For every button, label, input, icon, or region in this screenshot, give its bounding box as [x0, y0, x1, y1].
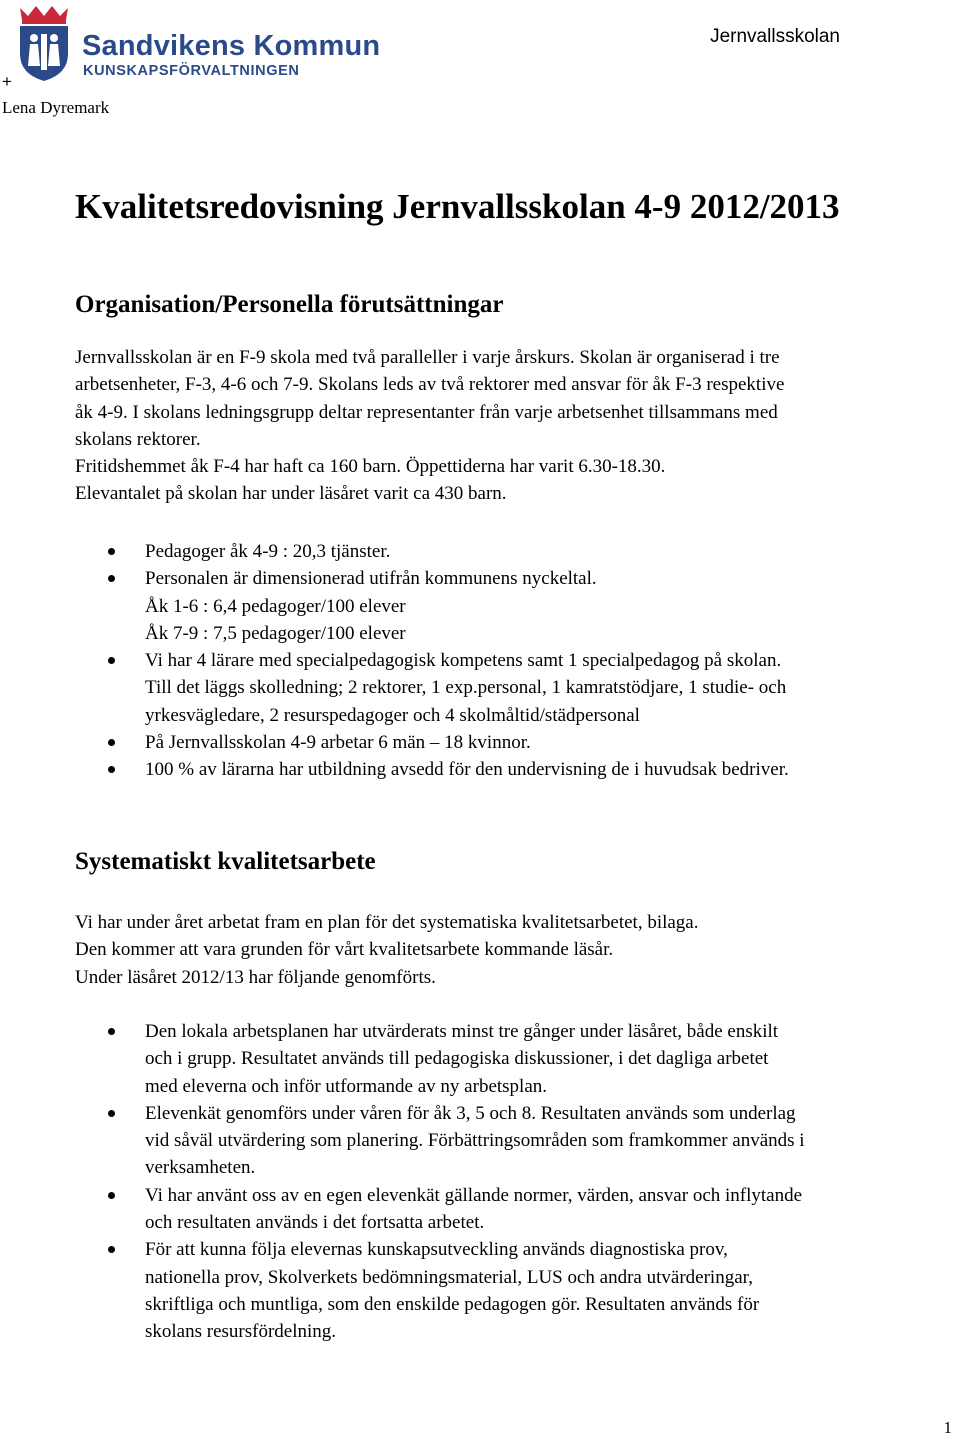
list-item-line: Den lokala arbetsplanen har utvärderats minst tre gånger under läsåret, både enskilt — [145, 1021, 779, 1042]
page-number: 1 — [943, 1418, 952, 1437]
paragraph-line: Jernvallsskolan är en F-9 skola med två paralleller i varje årskurs. Skolan är organiserad i tre — [75, 347, 780, 368]
paragraph-line: Under läsåret 2012/13 har följande genomförts. — [75, 966, 436, 988]
municipality-logo — [14, 4, 381, 84]
paragraph-line: Den kommer att vara grunden för vårt kvalitetsarbete kommande läsår. — [75, 939, 614, 961]
bullet-icon — [108, 1028, 115, 1035]
list-item — [75, 729, 895, 756]
list-item-line: yrkesvägledare, 2 resurspedagoger och 4 skolmåltid/städpersonal — [145, 704, 640, 726]
paragraph-line: Elevantalet på skolan har under läsåret varit ca 430 barn. — [75, 483, 507, 505]
list-item-line: Till det läggs skolledning; 2 rektorer, 1 exp.personal, 1 kamratstödjare, 1 studie- och — [145, 677, 787, 699]
bullet-icon — [108, 739, 115, 746]
paragraph-line: skolans rektorer. — [75, 428, 201, 450]
school-name: Jernvallsskolan — [710, 26, 840, 47]
bullet-icon — [108, 548, 115, 555]
bullet-icon — [108, 657, 115, 664]
author-name: Lena Dyremark — [2, 98, 110, 117]
list-item — [75, 1182, 895, 1237]
bullet-icon — [108, 1110, 115, 1117]
list-item — [75, 647, 895, 729]
list-item — [75, 1018, 895, 1100]
bullet-icon — [108, 766, 115, 773]
paragraph-line: Vi har under året arbetat fram en plan för det systematiska kvalitetsarbetet, bilaga. — [75, 912, 699, 933]
list-item-line: 100 % av lärarna har utbildning avsedd för den undervisning de i huvudsak bedriver. — [145, 759, 789, 781]
list-item-line: skriftliga och muntliga, som den enskilde pedagogen gör. Resultaten används för — [145, 1293, 760, 1315]
list-item-line: Vi har använt oss av en egen elevenkät gällande normer, värden, ansvar och inflytande — [145, 1184, 803, 1206]
list-item-line: Vi har 4 lärare med specialpedagogisk kompetens samt 1 specialpedagog på skolan. — [145, 650, 782, 672]
list-item-line: skolans resursfördelning. — [145, 1321, 337, 1343]
list-item-line: För att kunna följa elevernas kunskapsutveckling används diagnostiska prov, — [145, 1239, 728, 1261]
bullet-icon — [108, 1192, 115, 1199]
list-item-line: och i grupp. Resultatet används till pedagogiska diskussioner, i det dagliga arbetet — [145, 1048, 769, 1070]
list-item-line: och resultaten används i det fortsatta arbetet. — [145, 1212, 485, 1234]
logo-subtitle: KUNSKAPSFÖRVALTNINGEN — [83, 63, 300, 79]
list-item-line: med eleverna och inför utformande av ny arbetsplan. — [145, 1075, 548, 1097]
quality-work-paragraph — [75, 909, 955, 991]
coat-of-arms-icon — [14, 4, 74, 82]
organisation-bullet-list — [75, 538, 895, 784]
paragraph-line: Fritidshemmet åk F-4 har haft ca 160 barn. Öppettiderna har varit 6.30-18.30. — [75, 456, 666, 478]
bullet-icon — [108, 575, 115, 582]
list-item-line: vid såväl utvärdering som planering. Förbättringsområden som framkommer används i — [145, 1130, 805, 1152]
list-item-line: Pedagoger åk 4-9 : 20,3 tjänster. — [145, 541, 391, 562]
list-item-line: På Jernvallsskolan 4-9 arbetar 6 män – 18 kvinnor. — [145, 732, 531, 754]
list-item — [75, 565, 895, 647]
logo-title: Sandvikens Kommun — [82, 30, 381, 62]
list-item — [75, 538, 895, 565]
paragraph-line: åk 4-9. I skolans ledningsgrupp deltar representanter från varje arbetsenhet tillsammans med — [75, 401, 778, 423]
section-heading-organisation: Organisation/Personella förutsättningar — [75, 291, 504, 318]
section-heading-quality-work: Systematiskt kvalitetsarbete — [75, 848, 376, 875]
list-item-line: verksamheten. — [145, 1157, 256, 1179]
list-item — [75, 1100, 895, 1182]
plus-mark: + — [2, 72, 12, 91]
list-item-line: nationella prov, Skolverkets bedömningsmaterial, LUS och andra utvärderingar, — [145, 1266, 753, 1288]
list-item-line: Åk 1-6 : 6,4 pedagoger/100 elever — [145, 595, 406, 617]
list-item — [75, 1236, 895, 1345]
organisation-paragraph — [75, 344, 955, 508]
quality-work-bullet-list — [75, 1018, 895, 1346]
document-title: Kvalitetsredovisning Jernvallsskolan 4-9 2012/2013 — [75, 187, 840, 226]
list-item-line: Elevenkät genomförs under våren för åk 3, 5 och 8. Resultaten används som underlag — [145, 1102, 796, 1124]
bullet-icon — [108, 1246, 115, 1253]
list-item-line: Åk 7-9 : 7,5 pedagoger/100 elever — [145, 622, 406, 644]
paragraph-line: arbetsenheter, F-3, 4-6 och 7-9. Skolans leds av två rektorer med ansvar för åk F-3 respektive — [75, 374, 785, 396]
list-item — [75, 756, 895, 783]
list-item-line: Personalen är dimensionerad utifrån kommunens nyckeltal. — [145, 568, 597, 590]
